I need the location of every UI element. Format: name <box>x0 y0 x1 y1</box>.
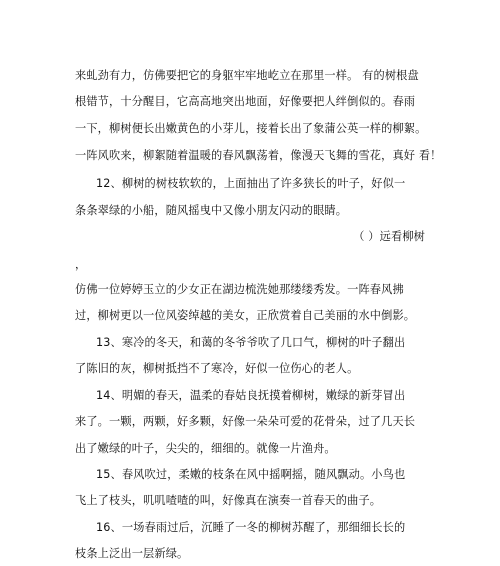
text-line-willow-1: 仿佛一位婷婷玉立的少女正在湖边梳洗她那缕缕秀发。一阵春风拂 <box>75 283 404 296</box>
paragraph-13-line-1: 13、寒冷的冬天，和蔼的冬爷爷吹了几口气，柳树的叶子翻出 <box>96 336 406 349</box>
paragraph-15-line-2: 飞上了枝头，叽叽喳喳的叫，好像真在演奏一首春天的曲子。 <box>75 494 382 507</box>
text-line-4: 一阵风吹来，柳絮随着温暖的春风飘荡着，像漫天飞舞的雪花，真好 看！ <box>75 149 442 162</box>
paragraph-15-line-1: 15、春风吹过，柔嫩的枝条在风中摇啊摇，随风飘动。小鸟也 <box>96 468 406 481</box>
paragraph-14-line-2: 来了。一颗，两颗，好多颗，好像一朵朵可爱的花骨朵，过了几天长 <box>75 415 416 428</box>
paragraph-13-line-2: 了陈旧的灰，柳树抵挡不了寒冷，好似一位伤心的老人。 <box>75 362 359 375</box>
text-line-1: 来虬劲有力，仿佛要把它的身躯牢牢地屹立在那里一样。 有的树根盘 <box>75 69 419 82</box>
paragraph-12-line-2: 条条翠绿的小船，随风摇曳中又像小朋友闪动的眼睛。 <box>75 204 348 217</box>
paragraph-14-line-3: 出了嫩绿的叶子，尖尖的，细细的。就像一片渔舟。 <box>75 442 336 455</box>
text-line-willow-2: 过，柳树更以一位风姿绰越的美女，正欣赏着自己美丽的水中倒影。 <box>75 309 416 322</box>
text-line-2: 根错节，十分醒目，它高高地突出地面，好像要把人绊倒似的。春雨 <box>75 95 416 108</box>
paragraph-14-line-1: 14、明媚的春天，温柔的春姑良抚摸着柳树，嫩绿的新芽冒出 <box>96 389 406 402</box>
fill-in-blank-line: （ ）远看柳树 <box>353 230 425 243</box>
text-line-3: 一下，柳树便长出嫩黄色的小芽儿，接着长出了象蒲公英一样的柳絮。 <box>75 122 427 135</box>
paragraph-16-line-1: 16、一场春雨过后，沉睡了一冬的柳树苏醒了，那细细长长的 <box>96 521 406 534</box>
comma-line: ， <box>75 258 87 271</box>
paragraph-12-line-1: 12、柳树的树枝软软的，上面抽出了许多狭长的叶子，好似一 <box>96 177 406 190</box>
paragraph-16-line-2: 枝条上泛出一层新绿。 <box>75 547 189 560</box>
